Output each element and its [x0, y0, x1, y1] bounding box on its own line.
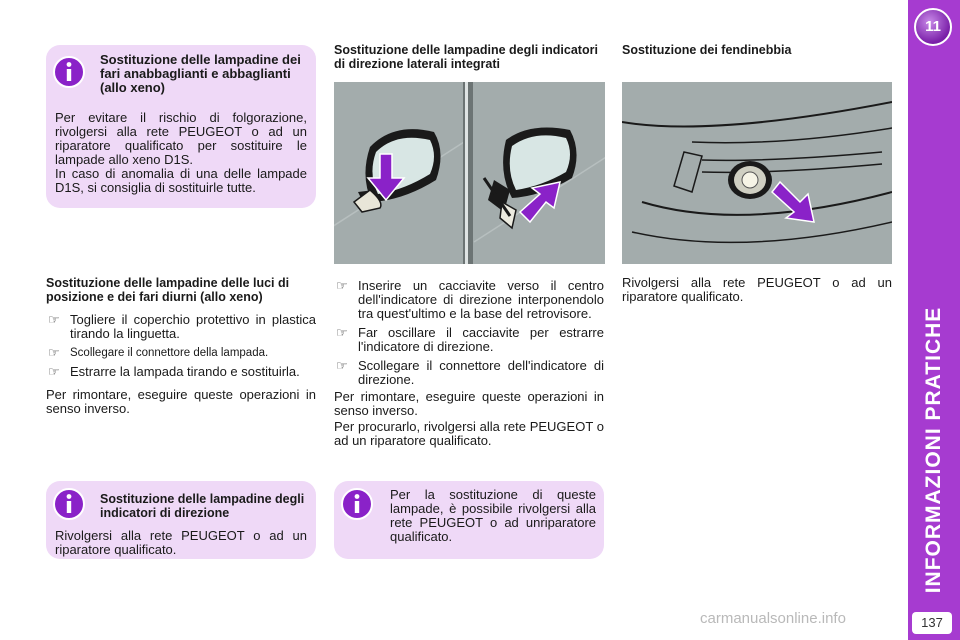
hand-pointer-icon: ☞	[48, 345, 60, 360]
hand-pointer-icon: ☞	[336, 358, 348, 373]
position-lights-heading: Sostituzione delle lampadine delle luci di posizione e dei fari diurni (allo xeno)	[46, 276, 290, 304]
hand-pointer-icon: ☞	[336, 278, 348, 293]
hand-pointer-icon: ☞	[336, 325, 348, 340]
list-item: ☞ Scollegare il connettore della lampada.	[48, 345, 269, 360]
position-lights-steps	[46, 313, 316, 384]
info-box-xenon-para2: In caso di anomalia di una delle lampade D1S, si consiglia di sostituirle tutte.	[55, 166, 307, 195]
list-item: ☞ Far oscillare il cacciavite per estrarre l'indicatore di direzione.	[336, 325, 604, 354]
position-lights-reassemble: Per rimontare, eseguire queste operazioni in senso inverso.	[46, 387, 316, 416]
side-indicators-reassemble: Per rimontare, eseguire queste operazioni in senso inverso.	[334, 389, 604, 418]
chapter-badge: 11	[914, 8, 952, 46]
info-icon	[340, 487, 374, 521]
list-item: ☞ Scollegare il connettore dell'indicatore di direzione.	[336, 358, 604, 387]
list-item: ☞ Togliere il coperchio protettivo in plastica tirando la linguetta.	[48, 312, 316, 341]
page-number: 137	[912, 612, 952, 634]
list-item: ☞ Estrarre la lampada tirando e sostituirla.	[48, 364, 300, 379]
fog-lamp-illustration	[622, 82, 892, 264]
info-box-xenon-para1: Per evitare il rischio di folgorazione, rivolgersi alla rete PEUGEOT o ad un riparatore qualificato per sostituire le lampade allo xeno D1S.	[55, 110, 307, 167]
info-box-indicators	[46, 481, 316, 559]
fog-lamps-text: Rivolgersi alla rete PEUGEOT o ad un riparatore qualificato.	[622, 275, 892, 304]
info-box-replacement-text: Per la sostituzione di queste lampade, è possibile rivolgersi alla rete PEUGEOT o ad unriparatore qualificato.	[390, 487, 596, 544]
fog-lamps-heading: Sostituzione dei fendinebbia	[622, 43, 792, 57]
info-box-xenon-title: Sostituzione delle lampadine dei fari anabbaglianti e abbaglianti (allo xeno)	[100, 52, 301, 95]
side-indicators-procure: Per procurarlo, rivolgersi alla rete PEUGEOT o ad un riparatore qualificato.	[334, 419, 604, 448]
mirror-illustration	[334, 82, 605, 264]
hand-pointer-icon: ☞	[48, 364, 60, 379]
info-icon	[52, 55, 86, 89]
info-box-indicators-title: Sostituzione delle lampadine degli indicatori di direzione	[100, 492, 305, 520]
side-indicators-heading: Sostituzione delle lampadine degli indicatori di direzione laterali integrati	[334, 43, 598, 71]
watermark: carmanualsonline.info	[700, 610, 846, 627]
info-box-replacement	[334, 481, 604, 559]
side-indicators-steps	[334, 279, 604, 392]
info-icon	[52, 487, 86, 521]
hand-pointer-icon: ☞	[48, 312, 60, 327]
info-box-indicators-text: Rivolgersi alla rete PEUGEOT o ad un riparatore qualificato.	[55, 528, 307, 557]
info-box-xenon	[46, 45, 316, 208]
chapter-title: INFORMAZIONI PRATICHE	[922, 306, 945, 594]
list-item: ☞ Inserire un cacciavite verso il centro dell'indicatore di direzione interponendolo tra quest'ultimo e la base del retrovisore.	[336, 278, 604, 321]
